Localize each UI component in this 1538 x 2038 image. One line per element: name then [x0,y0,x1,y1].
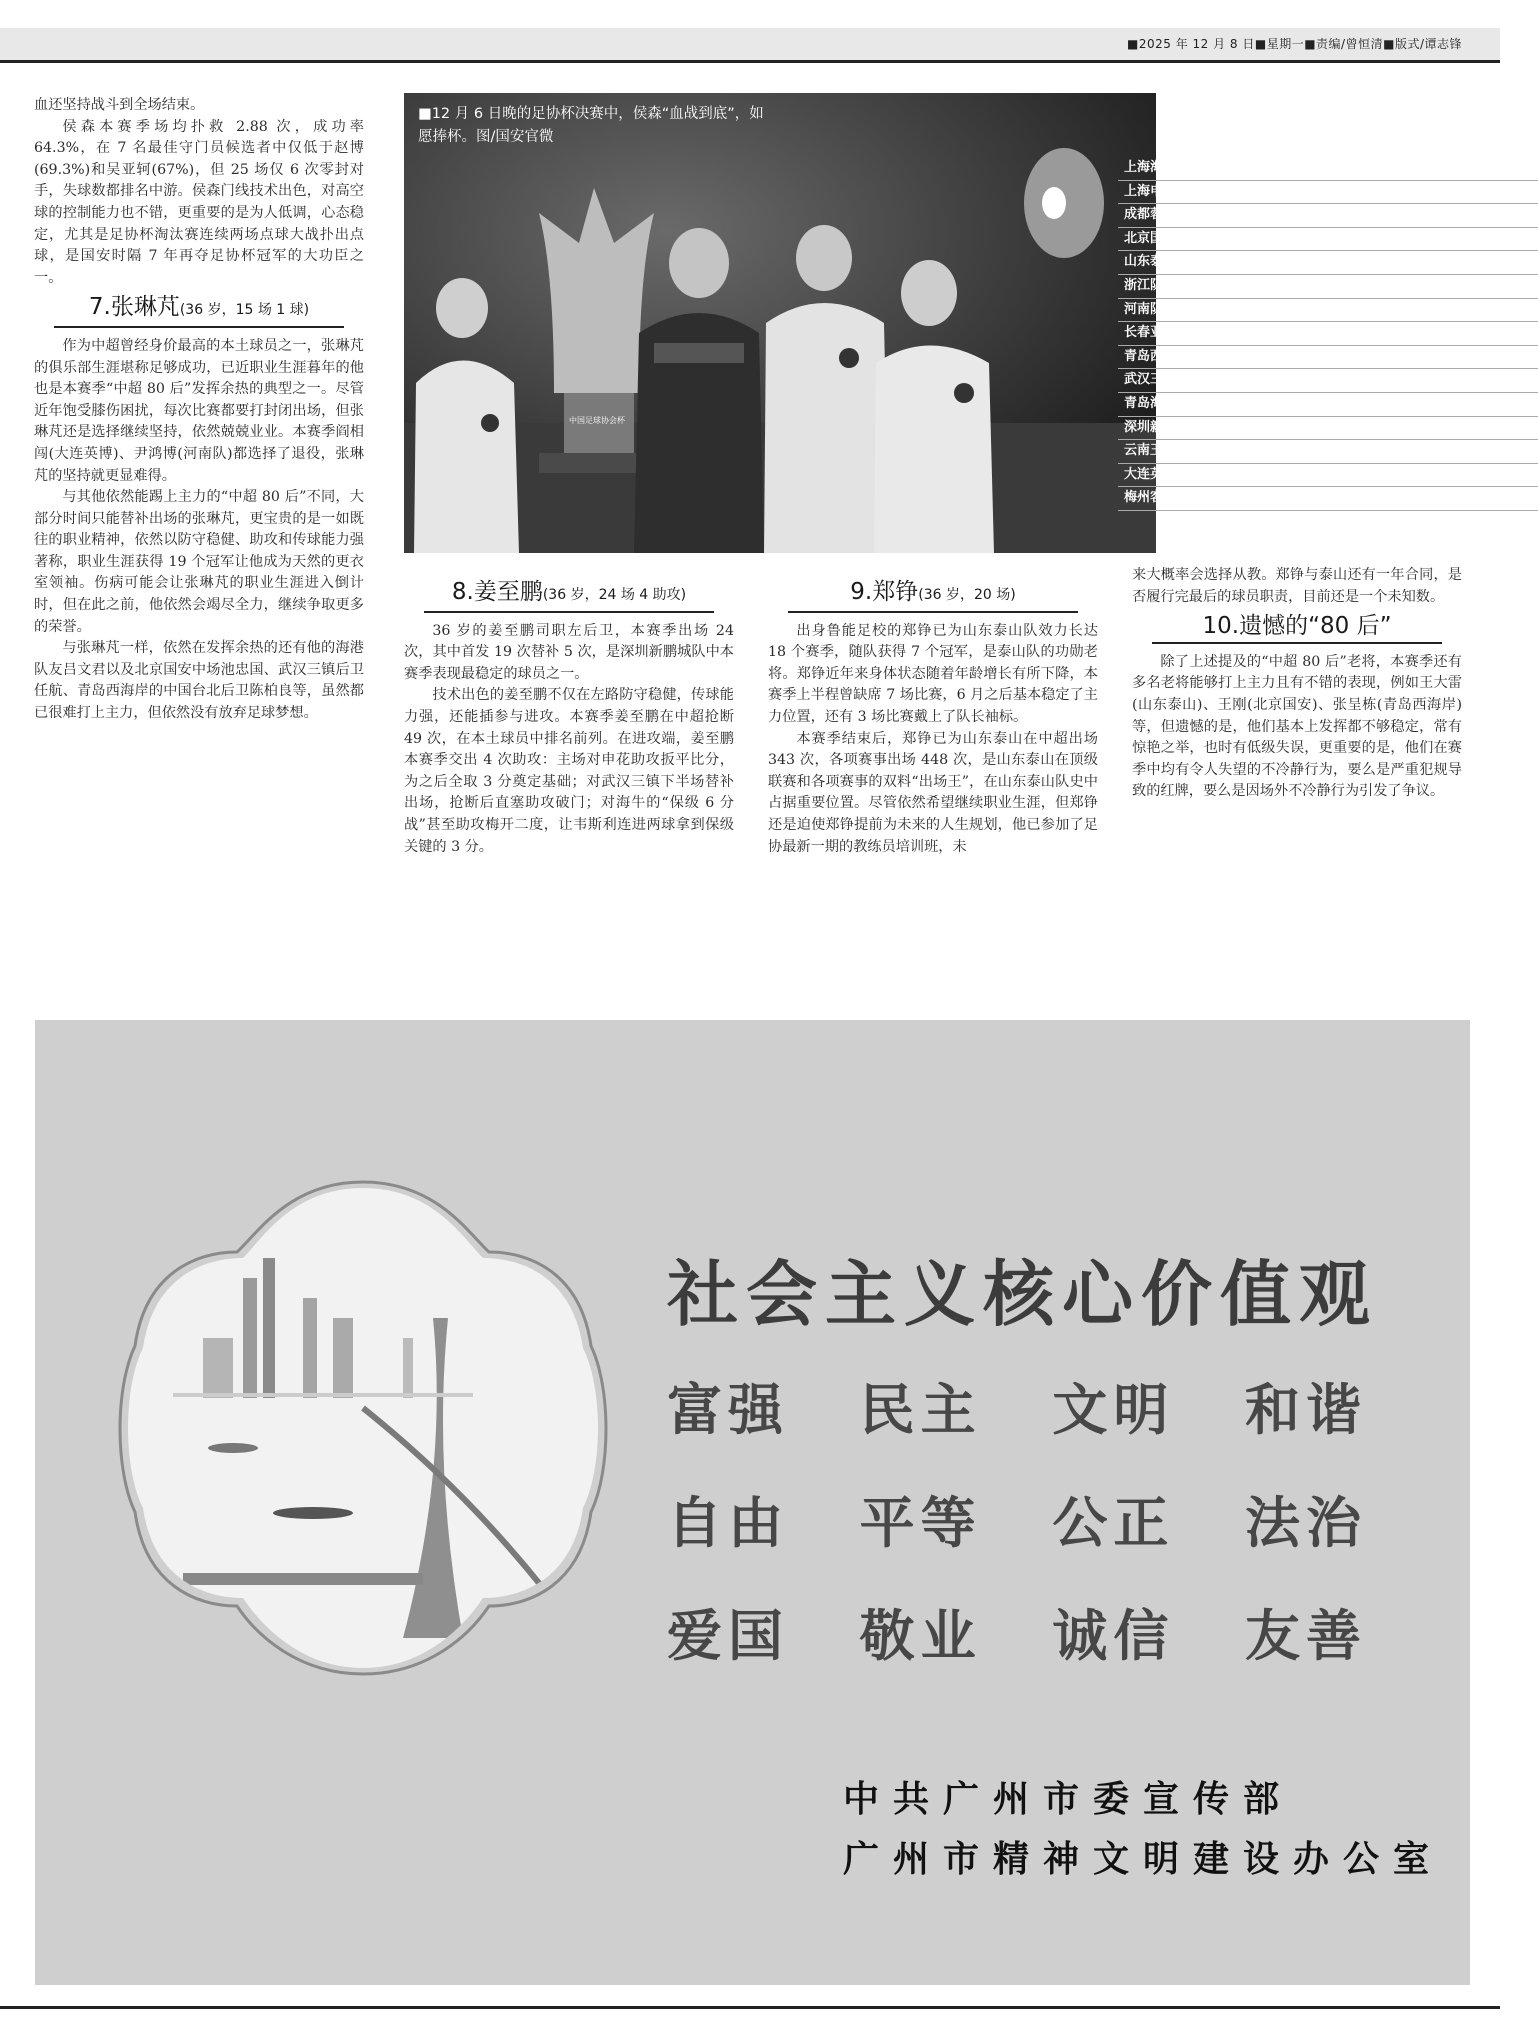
roster-row: 青岛西海岸：赵宏略，36；陈柏良，37；张呈栋，36 [1118,346,1538,370]
roster-row: 大连英博：隋维杰，42；吕鹏，36；阎相闯，39 [1118,464,1538,488]
roster-row: 长春亚泰：谭龙，37 [1118,322,1538,346]
col1-paragraph: 侯森本赛季场均扑救 2.88 次，成功率 64.3%，在 7 名最佳守门员候选者中仅低于赵博(69.3%)和吴亚轲(67%)，但 25 场仅 6 次零封对手，失球数都排名中游。侯森门线技术出色，对高空球的控制能力也不错，更重要的是为人低调，心态稳定，尤其是足协杯淘汰赛连续两场点球大战扑出点球，是国安时隔 7 年再夺足协杯冠军的大功臣之一。 [34,118,364,286]
section-9-title: 9.郑铮 [850,579,919,605]
public-service-ad [35,1020,1470,1985]
roster-row: 上海申花：吴曦，36；于汉超，38 [1118,181,1538,205]
col2-paragraph: 技术出色的姜至鹏不仅在左路防守稳健，传球能力强，还能插参与进攻。本赛季姜至鹏在中超抢断 49 次，在本土球员中排名前列。在进攻端，姜至鹏本赛季交出 4 次助攻：主场对申花助攻扳平比分，为之后全取 3 分奠定基础；对武汉三镇下半场替补出场，抢断后直塞助攻破门；对海牛的“保级 6 分战”甚至助攻梅开二度，让韦斯利连进两球拿到保级关键的 3 分。 [404,687,734,855]
issuer-line: 广州市精神文明建设办公室 [843,1839,1444,1880]
col4-paragraph: 除了上述提及的“中超 80 后”老将，本赛季还有多名老将能够打上主力且有不错的表现，例如王大雷(山东泰山)、王刚(北京国安)、张呈栋(青岛西海岸)等，但遗憾的是，他们基本上发挥都不够稳定，常有惊艳之举，也时有低级失误，更重要的是，他们在赛季中均有令人失望的不冷静行为，要么是严重犯规导致的红牌，要么是因场外不冷静行为引发了争议。 [1132,653,1462,800]
section-7-title: 7.张琳芃 [88,294,180,321]
ad-issuer [843,1770,1443,1890]
photo-caption: ■12 月 6 日晚的足协杯决赛中，侯森“血战到底”，如愿捧杯。图/国安官微 [418,106,764,145]
section-8-subtitle: (36 岁，24 场 4 助攻) [542,587,687,603]
values-row: 自由 平等 公正 法治 [667,1491,1367,1555]
column-3 [768,579,1098,858]
col3-paragraph: 出身鲁能足校的郑铮已为山东泰山队效力长达 18 个赛季，随队获得 7 个冠军，是泰山队的功勋老将。郑铮近年来身体状态随着年龄增长有所下降，本赛季上半程曾缺席 7 场比赛，6 月之后基本稳定了主力位置，还有 3 场比赛戴上了队长袖标。 [768,622,1098,725]
column-2 [404,579,734,858]
top-margin [0,0,1500,28]
photo-block [404,93,1453,553]
trophy-label: 中国足球协会杯 [569,416,625,425]
section-7-heading [54,294,344,328]
roster-row: 浙江队：李提香，36 [1118,275,1538,299]
roster-note: 注：蓉城冯卓毅、泰山张弛夏窗已租借离队。 [1202,518,1453,534]
section-9-subtitle: (36 岁，20 场) [918,587,1016,603]
section-10-heading [1152,613,1442,644]
col1-paragraph: 与其他依然能踢上主力的“中超 80 后”不同，大部分时间只能替补出场的张琳芃，更宝贵的是一如既往的职业精神，依然以防守稳健、助攻和传球能力强著称，职业生涯获得 19 个冠军让他成为天然的更衣室领袖。伤病可能会让张琳芃的职业生涯进入倒计时，但在此之前，他依然会竭尽全力，继续争取更多的荣誉。 [34,489,364,635]
section-10-title: 10.遗憾的“80 后” [1202,613,1392,640]
roster-row: 深圳新鹏城：姜至鹏，36； [1118,417,1538,441]
header-info: ■2025 年 12 月 8 日■星期一■责编/曾恒清■版式/谭志锋 [1127,37,1462,51]
roster-row: 武汉三镇：邵镁亮，36；任航，36 [1118,369,1538,393]
values-row: 爱国 敬业 诚信 友善 [667,1604,1367,1668]
issuer-line: 中共广州市委宣传部 [843,1779,1294,1820]
page-header [0,28,1500,63]
values-row: 富强 民主 文明 和谐 [667,1378,1367,1442]
roster-row: 北京国安：池忠国，36；侯森，36；王刚，36 [1118,228,1538,252]
roster-row: 成都蓉城：冯卓毅，36 [1118,204,1538,228]
celebration-photo [404,93,1156,553]
core-values [667,1238,1378,1705]
roster-subtitle: (姓名后为年龄) [1283,136,1373,151]
roster-row: 山东泰山：郑铮，36；张弛，38；王大雷，36 [1118,251,1538,275]
col3-paragraph: 本赛季结束后，郑铮已为山东泰山在中超出场 343 次，各项赛事出场 448 次，是山东泰山在顶级联赛和各项赛事的双料“出场王”，在山东泰山队史中占据重要位置。尽管依然希望继续职业生涯，但郑铮还是迫使郑铮提前为未来的人生规划，他已参加了足协最新一期的教练员培训班，未 [768,730,1098,855]
roster-title: 2025 赛季“中超 80 后”名录 [1206,105,1450,127]
mascot [1024,148,1104,258]
column-4 [1132,565,1462,803]
section-8-heading [424,579,714,613]
section-9-heading [788,579,1078,613]
roster-row: 河南队：尹鸿博，36 [1118,299,1538,323]
col2-paragraph: 36 岁的姜至鹏司职左后卫，本赛季出场 24 次，其中首发 19 次替补 5 次，是深圳新鹏城队中本赛季表现最稳定的球员之一。 [404,622,734,682]
roster-box [1118,97,1538,535]
roster-row: 梅州客家：饶伟辉，36 [1118,487,1538,511]
bottom-rule [0,2006,1500,2009]
col1-paragraph: 血还坚持战斗到全场结束。 [34,97,205,113]
roster-row: 上海海港：王燊超，36；张琳芃，36；吕文君，36 [1118,157,1538,181]
section-8-title: 8.姜至鹏 [451,579,543,605]
col4-paragraph: 来大概率会选择从教。郑铮与泰山还有一年合同，是否履行完最后的球员职责，目前还是一个未知数。 [1132,567,1462,605]
cityscape-painting [103,1168,623,1688]
section-7-subtitle: (36 岁，15 场 1 球) [179,302,310,319]
roster-row: 云南玉昆：耿晓峰，38 [1118,440,1538,464]
column-1 [34,95,364,725]
col1-paragraph: 作为中超曾经身价最高的本土球员之一，张琳芃的俱乐部生涯堪称足够成功，已近职业生涯暮年的他也是本赛季“中超 80 后”发挥余热的典型之一。尽管近年饱受膝伤困扰，每次比赛都要打封闭出场，但张琳芃还是选择继续坚持，依然兢兢业业。本赛季阎相闯(大连英博)、尹鸿博(河南队)都选择了退役，张琳芃的坚持就更显难得。 [34,337,364,484]
core-values-title: 社会主义核心价值观 [667,1253,1379,1336]
roster-row: 青岛海牛：宋龙，36；郑龙，37，牟鹏飞，36 [1118,393,1538,417]
col1-paragraph: 与张琳芃一样，依然在发挥余热的还有他的海港队友吕文君以及北京国安中场池忠国、武汉三镇后卫任航、青岛西海岸的中国台北后卫陈柏良等，虽然都已很难打上主力，但依然没有放弃足球梦想。 [34,640,364,722]
